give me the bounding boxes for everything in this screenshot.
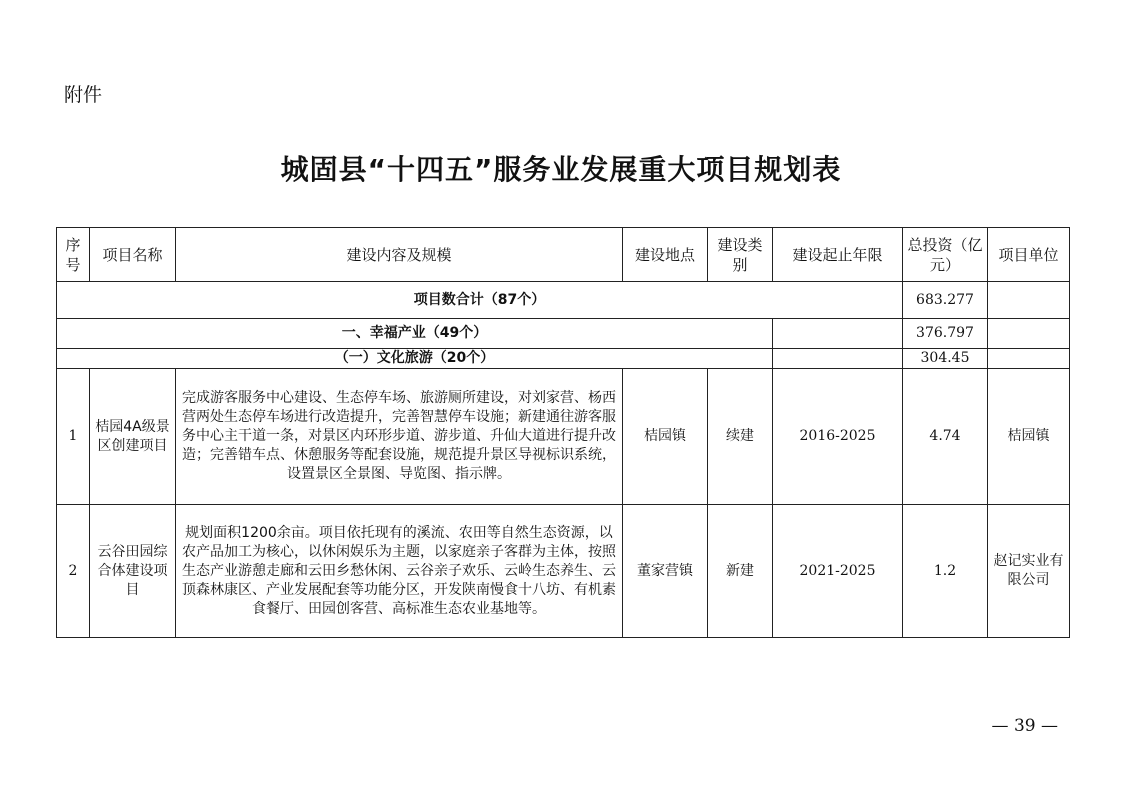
row-investment: 4.74 <box>903 369 988 505</box>
row-location: 桔园镇 <box>623 369 708 505</box>
row-project-name: 桔园4A级景区创建项目 <box>90 369 176 505</box>
category-investment: 376.797 <box>903 319 988 349</box>
header-investment: 总投资（亿元） <box>903 228 988 282</box>
header-content: 建设内容及规模 <box>176 228 623 282</box>
row-type: 续建 <box>708 369 773 505</box>
header-seq: 序号 <box>57 228 90 282</box>
row-unit: 赵记实业有限公司 <box>988 505 1070 638</box>
category-label: 一、幸福产业（49个） <box>57 319 773 349</box>
header-period: 建设起止年限 <box>773 228 903 282</box>
subcategory-label: （一）文化旅游（20个） <box>57 349 773 369</box>
row-unit: 桔园镇 <box>988 369 1070 505</box>
subcategory-investment: 304.45 <box>903 349 988 369</box>
row-period: 2021-2025 <box>773 505 903 638</box>
row-period: 2016-2025 <box>773 369 903 505</box>
row-project-name: 云谷田园综合体建设项目 <box>90 505 176 638</box>
row-seq: 1 <box>57 369 90 505</box>
row-investment: 1.2 <box>903 505 988 638</box>
row-seq: 2 <box>57 505 90 638</box>
subcategory-row <box>57 349 1070 369</box>
document-title: 城固县“十四五”服务业发展重大项目规划表 <box>280 153 842 186</box>
total-investment: 683.277 <box>903 282 988 319</box>
header-unit: 项目单位 <box>988 228 1070 282</box>
header-name: 项目名称 <box>90 228 176 282</box>
table-row <box>57 505 1070 638</box>
header-type: 建设类别 <box>708 228 773 282</box>
project-plan-table <box>56 227 1070 638</box>
row-location: 董家营镇 <box>623 505 708 638</box>
category-row <box>57 319 1070 349</box>
header-location: 建设地点 <box>623 228 708 282</box>
total-row <box>57 282 1070 319</box>
row-type: 新建 <box>708 505 773 638</box>
table-header-row <box>57 228 1070 282</box>
row-content: 规划面积1200余亩。项目依托现有的溪流、农田等自然生态资源，以农产品加工为核心，以休闲娱乐为主题，以家庭亲子客群为主体，按照生态产业游憩走廊和云田乡愁休闲、云谷亲子欢乐、云岭生态养生、云顶森林康区、产业发展配套等功能分区，开发陕南慢食十八坊、有机素食餐厅、田园创客营、高标准生态农业基地等。 <box>176 505 623 638</box>
table-row <box>57 369 1070 505</box>
page-number: — 39 — <box>991 716 1058 736</box>
row-content: 完成游客服务中心建设、生态停车场、旅游厕所建设，对刘家营、杨西营两处生态停车场进行改造提升，完善智慧停车设施；新建通往游客服务中心主干道一条，对景区内环形步道、游步道、升仙大道进行提升改造；完善错车点、休憩服务等配套设施，规范提升景区导视标识系统，设置景区全景图、导览图、指示牌。 <box>176 369 623 505</box>
attachment-label: 附件 <box>64 84 103 106</box>
total-label: 项目数合计（87个） <box>57 282 903 319</box>
